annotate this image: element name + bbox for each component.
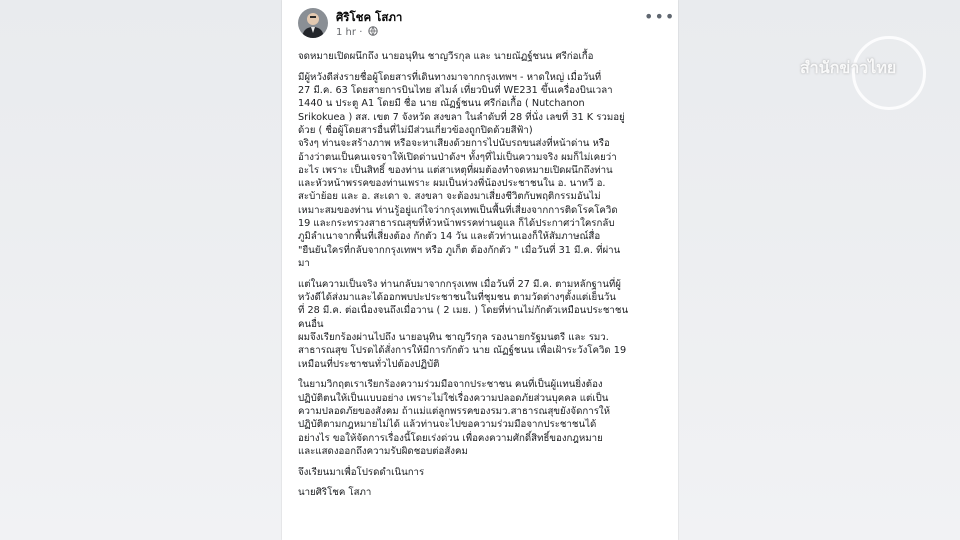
post-paragraph: จดหมายเปิดผนึกถึง นายอนุทิน ชาญวีรกุล และ นายณัฏฐ์ชนน ศรีก่อเกื้อ xyxy=(298,51,594,62)
post-paragraph: มีผู้หวังดีส่งรายชื่อผู้โดยสารที่เดินทางมาจากกรุงเทพฯ - หาดใหญ่ เมื่อวันที่ 27 มี.ค. 63 โดยสายการบินไทย สไมล์ เที่ยวบินที่ WE231 ขึ้นเครื่องบินเวลา 1440 น ประตู A1 โดยมี ชื่อ นาย ณัฏฐ์ชนน ศรีก่อเกื้อ ( Nutchanon Srikokuea ) สส. เขต 7 จังหวัด สงขลา ในลำดับที่ 28 ที่นั่ง เลขที่ 31 K รวมอยู่ ด้วย ( ชื่อผู้โดยสารอื่นที่ไม่มีส่วนเกี่ยวข้องถูกปิดด้วยสีฟ้า) จริงๆ ท่านจะสร้างภาพ หรือจะหาเสียงด้วยการไปนับรถขนส่งที่หน้าด่าน หรือ อ้างว่าตนเป็นคนเจรจาให้เปิดด่านป่าดังฯ ทั้งๆที่ไม่เป็นความจริง ผมก็ไม่เคยว่า อะไร เพราะ เป็นสิทธิ์ ของท่าน แต่สาเหตุที่ผมต้องทำจดหมายเปิดผนึกถึงท่าน และหัวหน้าพรรคของท่านเพราะ ผมเป็นห่วงพี่น้องประชาชนใน อ. นาทวี อ. สะบ้าย้อย และ อ. สะเดา จ. สงขลา จะต้องมาเสี่ยงชีวิตกับพฤติกรรมอันไม่ เหมาะสมของท่าน ท่านรู้อยู่แก่ใจว่ากรุงเทพเป็นพื้นที่เสี่ยงจากการติดโรคโควิด 19 และกระทรวงสาธารณสุขที่หัวหน้าพรรคท่านดูแล ก็ได้ประกาศว่าใครกลับ ภูมิลำเนาจากพื้นที่เสี่ยงต้อง กักตัว 14 วัน และตัวท่านเองก็ให้สัมภาษณ์สื่อ "ยืนยันใครที่กลับจากกรุงเทพฯ หรือ ภูเก็ต ต้องกักตัว " เมื่อวันที่ 31 มี.ค. ที่ผ่าน มา xyxy=(298,71,625,269)
author-name[interactable]: ศิริโชค โสภา xyxy=(336,10,403,24)
post-paragraph: ในยามวิกฤตเราเรียกร้องความร่วมมือจากประชาชน คนที่เป็นผู้แทนยิ่งต้อง ปฏิบัติตนให้เป็นแบบอย่าง เพราะไม่ใช่เรื่องความปลอดภัยส่วนบุคคล แต่เป็น ความปลอดภัยของสังคม ถ้าแม่แต่ลูกพรรคของรมว.สาธารณสุขยังจัดการให้ ปฏิบัติตามกฎหมายไม่ได้ แล้วท่านจะไปขอความร่วมมือจากประชาชนได้ อย่างไร ขอให้จัดการเรื่องนี้โดยเร่งด่วน เพื่อคงความศักดิ์สิทธิ์ของกฎหมาย และแสดงออกถึงความรับผิดชอบต่อสังคม xyxy=(298,379,611,457)
watermark-logo: สำนักข่าวไทย xyxy=(800,58,897,77)
post-body xyxy=(298,50,666,500)
post-paragraph: แต่ในความเป็นจริง ท่านกลับมาจากกรุงเทพ เมื่อวันที่ 27 มี.ค. ตามหลักฐานที่ผู้ หวังดีได้ส่งมาและได้ออกพบปะประชาชนในที่ชุมชน ตามวัดต่างๆตั้งแต่เย็นวัน ที่ 28 มี.ค. ต่อเนื่องจนถึงเมื่อวาน ( 2 เมย. ) โดยที่ท่านไม่กักตัวเหมือนประชาชน คนอื่น ผมจึงเรียกร้องผ่านไปถึง นายอนุทิน ชาญวีรกุล รองนายกรัฐมนตรี และ รมว. สาธารณสุข โปรดได้สั่งการให้มีการกักตัว นาย ณัฏฐ์ชนน เพื่อเฝ้าระวังโควิด 19 เหมือนที่ประชาชนทั่วไปต้องปฏิบัติ xyxy=(298,278,629,370)
post-time[interactable]: 1 hr xyxy=(336,27,356,38)
more-options-icon: ••• xyxy=(644,7,676,26)
post-header xyxy=(298,7,676,42)
post-paragraph: นายศิริโชค โสภา xyxy=(298,487,372,499)
post-paragraph: จึงเรียนมาเพื่อโปรดดำเนินการ xyxy=(298,466,425,478)
globe-icon xyxy=(368,26,378,39)
post-meta: 1 hr · xyxy=(336,26,378,39)
more-options-button[interactable] xyxy=(644,7,676,28)
facebook-post-card xyxy=(282,0,678,540)
avatar[interactable] xyxy=(298,8,328,38)
